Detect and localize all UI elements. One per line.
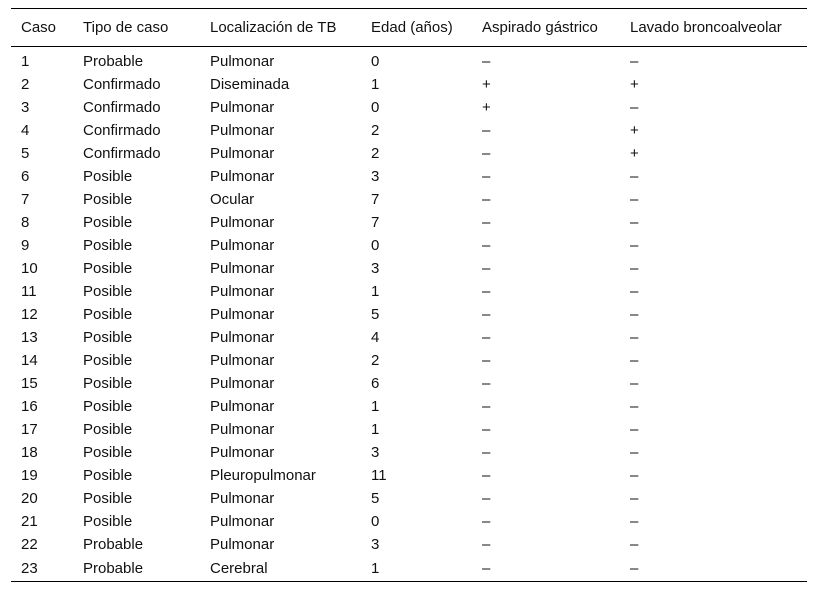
cell-aspirado-gastrico: – <box>482 306 491 323</box>
cell-tipo-de-caso: Confirmado <box>83 145 161 162</box>
tb-cases-table-container <box>11 8 807 582</box>
cell-localizacion: Pulmonar <box>210 352 275 369</box>
cell-localizacion: Pulmonar <box>210 99 275 116</box>
cell-localizacion: Pulmonar <box>210 398 275 415</box>
cell-localizacion: Pulmonar <box>210 122 275 139</box>
cell-lavado-broncoalveolar: – <box>630 283 639 300</box>
cell-edad: 5 <box>371 490 380 507</box>
cell-caso: 23 <box>21 560 38 577</box>
cell-aspirado-gastrico: – <box>482 145 491 162</box>
cell-aspirado-gastrico: – <box>482 490 491 507</box>
cell-caso: 6 <box>21 168 30 185</box>
cell-edad: 5 <box>371 306 380 323</box>
cell-edad: 0 <box>371 513 380 530</box>
table-row <box>11 73 807 96</box>
cell-edad: 3 <box>371 444 380 461</box>
table-row <box>11 556 807 582</box>
cell-lavado-broncoalveolar: – <box>630 513 639 530</box>
cell-caso: 16 <box>21 398 38 415</box>
cell-caso: 19 <box>21 467 38 484</box>
cell-edad: 2 <box>371 145 380 162</box>
cell-lavado-broncoalveolar: – <box>630 490 639 507</box>
cell-edad: 1 <box>371 560 380 577</box>
table-body <box>11 47 807 582</box>
cell-aspirado-gastrico: – <box>482 467 491 484</box>
cell-tipo-de-caso: Posible <box>83 513 133 530</box>
cell-lavado-broncoalveolar: – <box>630 168 639 185</box>
cell-edad: 3 <box>371 168 380 185</box>
cell-tipo-de-caso: Posible <box>83 352 133 369</box>
cell-caso: 7 <box>21 191 30 208</box>
cell-localizacion: Diseminada <box>210 76 290 93</box>
cell-caso: 1 <box>21 53 30 70</box>
table-row <box>11 487 807 510</box>
cell-aspirado-gastrico: – <box>482 421 491 438</box>
cell-edad: 1 <box>371 421 380 438</box>
cell-aspirado-gastrico: – <box>482 398 491 415</box>
cell-caso: 9 <box>21 237 30 254</box>
cell-localizacion: Pulmonar <box>210 375 275 392</box>
cell-tipo-de-caso: Posible <box>83 329 133 346</box>
cell-edad: 0 <box>371 99 380 116</box>
cell-tipo-de-caso: Posible <box>83 467 133 484</box>
cell-tipo-de-caso: Confirmado <box>83 122 161 139</box>
cell-edad: 2 <box>371 122 380 139</box>
cell-aspirado-gastrico: – <box>482 191 491 208</box>
header-lavado-broncoalveolar: Lavado broncoalveolar <box>630 19 782 36</box>
header-aspirado-gastrico: Aspirado gástrico <box>482 19 598 36</box>
table-row <box>11 372 807 395</box>
cell-caso: 21 <box>21 513 38 530</box>
cell-lavado-broncoalveolar: – <box>630 375 639 392</box>
cell-caso: 11 <box>21 283 37 300</box>
cell-aspirado-gastrico: + <box>482 99 491 116</box>
cell-aspirado-gastrico: – <box>482 260 491 277</box>
cell-aspirado-gastrico: – <box>482 375 491 392</box>
table-header <box>11 9 807 47</box>
cell-tipo-de-caso: Posible <box>83 490 133 507</box>
cell-lavado-broncoalveolar: – <box>630 260 639 277</box>
cell-tipo-de-caso: Posible <box>83 444 133 461</box>
cell-aspirado-gastrico: – <box>482 444 491 461</box>
cell-aspirado-gastrico: – <box>482 329 491 346</box>
cell-tipo-de-caso: Probable <box>83 536 144 553</box>
cell-edad: 2 <box>371 352 380 369</box>
cell-localizacion: Cerebral <box>210 560 268 577</box>
table-row <box>11 349 807 372</box>
cell-lavado-broncoalveolar: – <box>630 467 639 484</box>
cell-aspirado-gastrico: – <box>482 237 491 254</box>
cell-aspirado-gastrico: – <box>482 352 491 369</box>
cell-localizacion: Pulmonar <box>210 329 275 346</box>
cell-tipo-de-caso: Posible <box>83 191 133 208</box>
cell-tipo-de-caso: Probable <box>83 560 144 577</box>
cell-tipo-de-caso: Posible <box>83 260 133 277</box>
cell-localizacion: Pulmonar <box>210 306 275 323</box>
cell-edad: 1 <box>371 398 380 415</box>
cell-lavado-broncoalveolar: + <box>630 145 639 162</box>
cell-aspirado-gastrico: + <box>482 76 491 93</box>
cell-localizacion: Pulmonar <box>210 145 275 162</box>
table-row <box>11 510 807 533</box>
cell-aspirado-gastrico: – <box>482 536 491 553</box>
cell-caso: 2 <box>21 76 30 93</box>
cell-edad: 7 <box>371 214 380 231</box>
cell-lavado-broncoalveolar: + <box>630 122 639 139</box>
cell-lavado-broncoalveolar: – <box>630 560 639 577</box>
table-row <box>11 533 807 556</box>
cell-aspirado-gastrico: – <box>482 122 491 139</box>
cell-tipo-de-caso: Posible <box>83 237 133 254</box>
cell-tipo-de-caso: Posible <box>83 421 133 438</box>
cell-aspirado-gastrico: – <box>482 214 491 231</box>
cell-lavado-broncoalveolar: – <box>630 237 639 254</box>
cell-localizacion: Pulmonar <box>210 490 275 507</box>
table-row <box>11 326 807 349</box>
cell-tipo-de-caso: Posible <box>83 398 133 415</box>
cell-edad: 0 <box>371 237 380 254</box>
cell-lavado-broncoalveolar: – <box>630 352 639 369</box>
cell-aspirado-gastrico: – <box>482 513 491 530</box>
table-row <box>11 47 807 74</box>
cell-caso: 3 <box>21 99 30 116</box>
table-row <box>11 96 807 119</box>
cell-tipo-de-caso: Probable <box>83 53 144 70</box>
table-row <box>11 188 807 211</box>
cell-edad: 7 <box>371 191 380 208</box>
cell-aspirado-gastrico: – <box>482 53 491 70</box>
cell-caso: 20 <box>21 490 38 507</box>
cell-caso: 4 <box>21 122 30 139</box>
cell-lavado-broncoalveolar: – <box>630 536 639 553</box>
cell-caso: 22 <box>21 536 38 553</box>
cell-lavado-broncoalveolar: – <box>630 214 639 231</box>
cell-tipo-de-caso: Posible <box>83 375 133 392</box>
cell-caso: 8 <box>21 214 30 231</box>
cell-caso: 18 <box>21 444 38 461</box>
cell-localizacion: Pulmonar <box>210 53 275 70</box>
table-row <box>11 441 807 464</box>
cell-lavado-broncoalveolar: + <box>630 76 639 93</box>
cell-lavado-broncoalveolar: – <box>630 191 639 208</box>
header-localizacion: Localización de TB <box>210 19 337 36</box>
cell-localizacion: Pulmonar <box>210 513 275 530</box>
cell-lavado-broncoalveolar: – <box>630 306 639 323</box>
cell-edad: 11 <box>371 467 387 484</box>
cell-tipo-de-caso: Posible <box>83 214 133 231</box>
cell-localizacion: Pulmonar <box>210 214 275 231</box>
cell-tipo-de-caso: Posible <box>83 306 133 323</box>
cell-localizacion: Ocular <box>210 191 255 208</box>
cell-localizacion: Pleuropulmonar <box>210 467 316 484</box>
cell-localizacion: Pulmonar <box>210 168 275 185</box>
cell-aspirado-gastrico: – <box>482 283 491 300</box>
header-row <box>11 9 807 47</box>
table-row <box>11 280 807 303</box>
cell-localizacion: Pulmonar <box>210 444 275 461</box>
cell-caso: 13 <box>21 329 38 346</box>
cell-edad: 4 <box>371 329 380 346</box>
table-row <box>11 464 807 487</box>
cell-aspirado-gastrico: – <box>482 168 491 185</box>
header-caso: Caso <box>21 19 57 36</box>
cell-lavado-broncoalveolar: – <box>630 444 639 461</box>
table-row <box>11 418 807 441</box>
cell-caso: 15 <box>21 375 38 392</box>
cell-edad: 0 <box>371 53 380 70</box>
table-row <box>11 234 807 257</box>
cell-localizacion: Pulmonar <box>210 421 275 438</box>
cell-tipo-de-caso: Confirmado <box>83 99 161 116</box>
cell-caso: 10 <box>21 260 38 277</box>
table-row <box>11 395 807 418</box>
cell-aspirado-gastrico: – <box>482 560 491 577</box>
cell-edad: 1 <box>371 283 380 300</box>
table-row <box>11 303 807 326</box>
cell-localizacion: Pulmonar <box>210 283 275 300</box>
cell-caso: 14 <box>21 352 38 369</box>
cell-edad: 3 <box>371 260 380 277</box>
cell-tipo-de-caso: Confirmado <box>83 76 161 93</box>
table-row <box>11 165 807 188</box>
cell-caso: 17 <box>21 421 38 438</box>
table-row <box>11 142 807 165</box>
cell-lavado-broncoalveolar: – <box>630 421 639 438</box>
cell-lavado-broncoalveolar: – <box>630 398 639 415</box>
table-row <box>11 257 807 280</box>
cell-lavado-broncoalveolar: – <box>630 99 639 116</box>
cell-localizacion: Pulmonar <box>210 260 275 277</box>
cell-lavado-broncoalveolar: – <box>630 53 639 70</box>
table-row <box>11 211 807 234</box>
header-edad: Edad (años) <box>371 19 453 36</box>
table-row <box>11 119 807 142</box>
cell-edad: 1 <box>371 76 380 93</box>
header-tipo-de-caso: Tipo de caso <box>83 19 169 36</box>
cell-tipo-de-caso: Posible <box>83 283 133 300</box>
cell-caso: 5 <box>21 145 30 162</box>
cell-edad: 3 <box>371 536 380 553</box>
cell-lavado-broncoalveolar: – <box>630 329 639 346</box>
cell-caso: 12 <box>21 306 38 323</box>
cell-edad: 6 <box>371 375 380 392</box>
tb-cases-table <box>11 8 807 582</box>
cell-localizacion: Pulmonar <box>210 237 275 254</box>
cell-tipo-de-caso: Posible <box>83 168 133 185</box>
cell-localizacion: Pulmonar <box>210 536 275 553</box>
